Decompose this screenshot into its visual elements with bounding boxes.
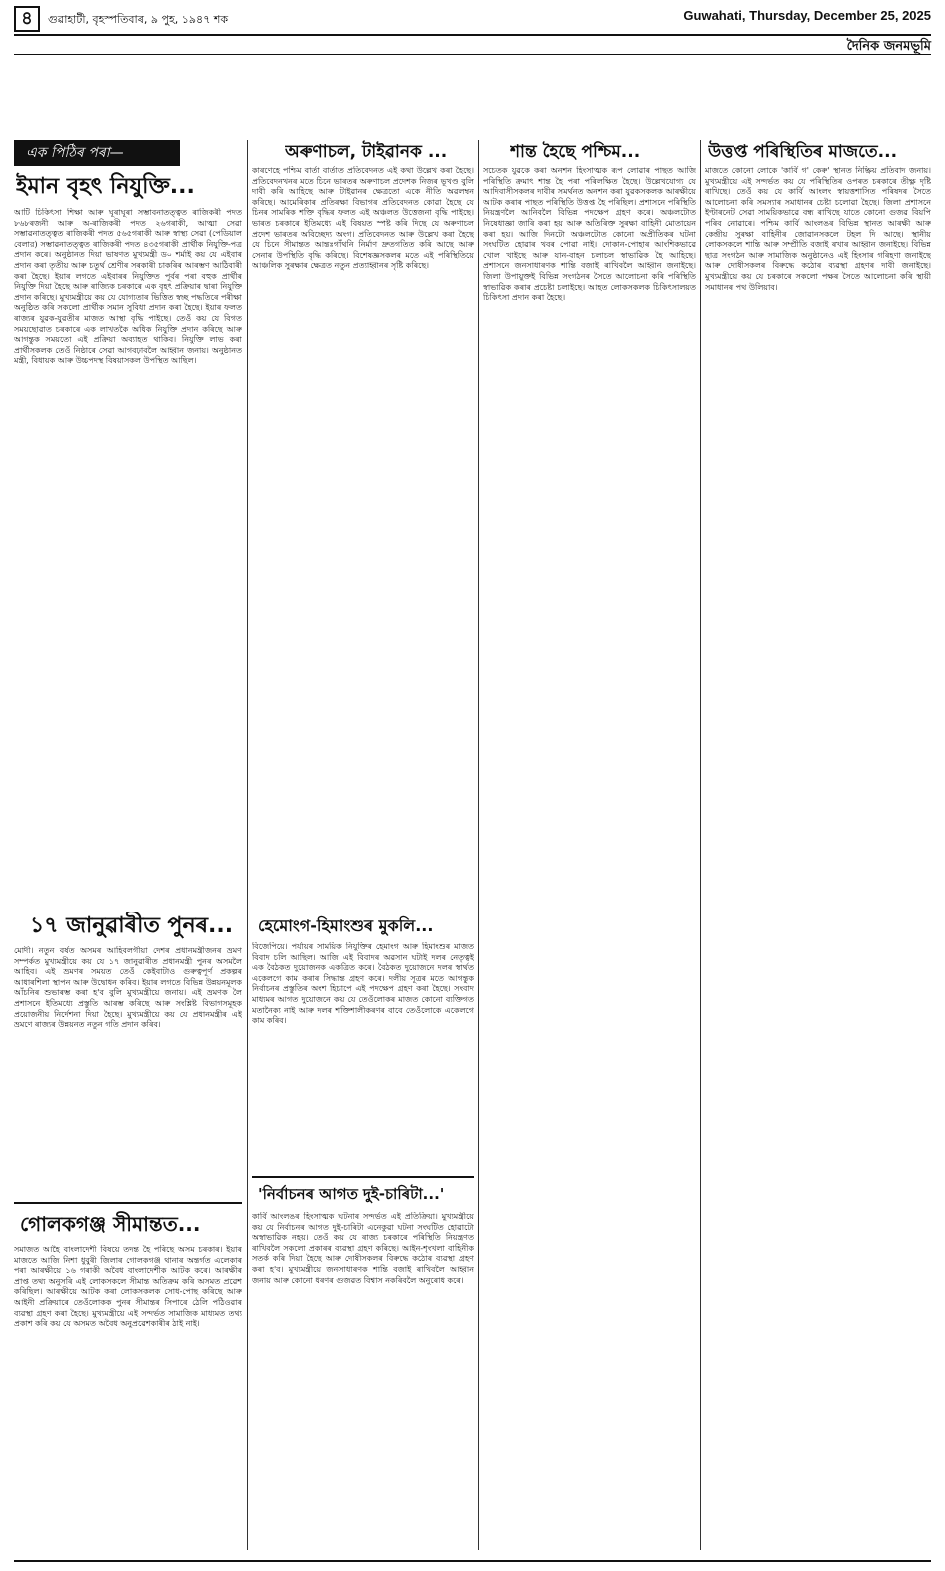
article-election-text: কাৰ্বি আংলঙৰ হিংসাত্মক ঘটনাৰ সন্দৰ্ভত এই প্ৰতিক্ৰিয়া। মুখ্যমন্ত্ৰীয়ে কয় যে নিৰ্বাচনৰ আগত দুই-চাৰিটা এনেকুৱা ঘটনা সংঘটিত হোৱাটো অস্বাভাৱিক নহয়। তেওঁ কয় যে ৰাজ্য চৰকাৰে পৰিস্থিতি নিয়ন্ত্ৰণত ৰাখিবলৈ সকলো প্ৰকাৰৰ ব্যৱস্থা গ্ৰহণ কৰিছে। আইন-শৃংখলা বাহিনীক সতৰ্ক কৰি দিয়া হৈছে আৰু দোষীসকলৰ বিৰুদ্ধে কঠোৰ ব্যৱস্থা গ্ৰহণ কৰা হ'ব। মুখ্যমন্ত্ৰীয়ে জনসাধাৰণক শান্তি বজাই ৰাখিবলৈ আহ্বান জনায় আৰু কোনো ধৰণৰ গুজৱত বিশ্বাস নকৰিবলৈ অনুৰোধ কৰে। [252, 1212, 474, 1285]
headline-january: ১৭ জানুৱাৰীত পুনৰ... [30, 913, 234, 938]
newspaper-name: দৈনিক জনমভূমি [846, 39, 931, 54]
article-golakganj-text: সমাজত আহৈ বাংলাদেশী বিষয়ে তদন্ত হৈ পৰিছে অসম চৰকাৰ। ইয়াৰ মাজতে আজি নিশা ধুবুৰী জিলাৰ গোলকগঞ্জ থানাৰ অন্তৰ্গত এলেকাৰ পৰা আৰক্ষীয়ে ১৬ গৰাকী অবৈধ বাংলাদেশীক আটক কৰে। আৰক্ষীৰ প্ৰাপ্ত তথ্য অনুসৰি এই লোকসকলে সীমান্ত অতিক্ৰম কৰি অসমত প্ৰৱেশ কৰিছিল। আৰক্ষীয়ে আটক কৰা লোকসকলক সোধ-পোছ কৰিছে আৰু আইনী প্ৰক্ৰিয়াৰে তেওঁলোকক পুনৰ সীমান্তৰ সিপাৰে ঠেলি পঠিওৱাৰ ব্যৱস্থা গ্ৰহণ কৰা হৈছে। মুখ্যমন্ত্ৰীয়ে এই সন্দৰ্ভত সামাজিক মাধ্যমত তথ্য প্ৰকাশ কৰি কয় যে অসমত অবৈধ অনুপ্ৰৱেশকাৰীৰ ঠাই নাই। [14, 1245, 242, 1329]
article-tense-body [705, 166, 931, 1550]
article-hemonga-body [252, 942, 474, 1172]
column-divider [700, 140, 701, 1550]
section-banner: এক পিঠিৰ পৰা— [14, 140, 180, 166]
headline-tense: উত্তপ্ত পৰিস্থিতিৰ মাজতে... [708, 142, 898, 162]
article-january-body [14, 946, 242, 1198]
article-arunachal-text: কাৰণেহে পশ্চিম বাৰ্তা বাৰ্তাত প্ৰতিবেদনত এই কথা উল্লেখ কৰা হৈছে। প্ৰতিবেদনখনৰ মতে চিনে ভাৰতৰ অৰুণাচল প্ৰদেশক নিজৰ ভূখণ্ড বুলি দাবী কৰি আহিছে আৰু টাইৱানৰ ক্ষেত্ৰতো একে নীতি অৱলম্বন কৰিছে। আমেৰিকাৰ প্ৰতিৰক্ষা বিভাগৰ প্ৰতিবেদনত কোৱা হৈছে যে চিনৰ সামৰিক শক্তি বৃদ্ধিৰ ফলত এই অঞ্চলত উত্তেজনা বৃদ্ধি পাইছে। ভাৰত চৰকাৰে ইতিমধ্যে এই বিষয়ত স্পষ্ট কৰি দিছে যে অৰুণাচল প্ৰদেশ ভাৰতৰ অবিচ্ছেদ্য অংগ। প্ৰতিবেদনত আৰু উল্লেখ কৰা হৈছে যে চিনে সীমান্তত আন্তঃগাঁথনি নিৰ্মাণ দ্ৰুতগতিত কৰি আছে আৰু সেনাৰ উপস্থিতি বৃদ্ধি কৰিছে। বিশেষজ্ঞসকলৰ মতে এই পৰিস্থিতিয়ে আঞ্চলিক সুৰক্ষাৰ ক্ষেত্ৰত নতুন প্ৰত্যাহ্বানৰ সৃষ্টি কৰিছে। [252, 166, 474, 271]
header-rule [14, 34, 931, 36]
divider [14, 1202, 242, 1204]
column-divider [247, 140, 248, 1550]
headline-hemonga: হেমোংগ-হিমাংশুৰ মুকলি... [258, 916, 434, 935]
column-divider [478, 140, 479, 1550]
article-tense-text: মাজতে কোনো লোকে 'কাৰ্বি গ' কেৰু' স্থানত নিষ্ক্ৰিয় প্ৰতিবাদ জনায়। মুখ্যমন্ত্ৰীয়ে এই সন্দৰ্ভত কয় যে পৰিস্থিতিৰ ওপৰত চৰকাৰে তীক্ষ্ণ দৃষ্টি ৰাখিছে। তেওঁ কয় যে কাৰ্বি আংলং স্বায়ত্তশাসিত পৰিষদৰ সৈতে আলোচনা কৰি সমস্যাৰ সমাধানৰ চেষ্টা চলোৱা হৈছে। জিলা প্ৰশাসনে ইণ্টাৰনেট সেৱা সাময়িকভাৱে বন্ধ ৰাখিছে যাতে কোনো গুজৱ বিয়পি পৰিব নোৱাৰে। পশ্চিম কাৰ্বি আংলঙৰ বিভিন্ন স্থানত আৰক্ষী আৰু কেন্দ্ৰীয় সুৰক্ষা বাহিনীৰ জোৱানসকলে টহল দি আছে। স্থানীয় লোকসকলে শান্তি আৰু সম্প্ৰীতি বজাই ৰখাৰ আহ্বান জনাইছে। বিভিন্ন ছাত্ৰ সংগঠন আৰু সামাজিক অনুষ্ঠানেও এই হিংসাৰ গৰিহণা জনাইছে আৰু দোষীসকলৰ বিৰুদ্ধে কঠোৰ ব্যৱস্থা গ্ৰহণৰ দাবী জনাইছে। মুখ্যমন্ত্ৰীয়ে কয় যে চৰকাৰে সকলো পক্ষৰ সৈতে আলোচনা কৰি স্থায়ী সমাধানৰ পথ উলিয়াব। [705, 166, 931, 292]
article-arunachal-body [252, 166, 474, 904]
article-election-body [252, 1212, 474, 1550]
headline-golakganj: গোলকগঞ্জ সীমান্তত... [20, 1212, 201, 1236]
divider [252, 1176, 474, 1178]
footer-rule [14, 1560, 931, 1562]
page-number: ৪ [14, 6, 40, 32]
article-iman-body [14, 208, 242, 903]
article-golakganj-body [14, 1245, 242, 1550]
headline-arunachal: অৰুণাচল, টাইৱানক ... [285, 142, 448, 162]
header-rule-2 [14, 54, 931, 55]
date-assamese: গুৱাহাটী, বৃহস্পতিবাৰ, ৯ পুহ, ১৯৪৭ শক [48, 13, 229, 26]
article-january-text: মোদী। নতুন বৰ্ষত অসমৰ আহিবলগীয়া দেশৰ প্ৰধানমন্ত্ৰীজনৰ ভ্ৰমণ সম্পৰ্কত মুখ্যমন্ত্ৰীয়ে কয় যে ১৭ জানুৱাৰীত প্ৰধানমন্ত্ৰী পুনৰ অসমলৈ আহিব। এই ভ্ৰমণৰ সময়ত তেওঁ কেইবাটাও গুৰুত্বপূৰ্ণ প্ৰকল্পৰ আধাৰশিলা স্থাপন আৰু উদ্বোধন কৰিব। ইয়াৰ লগতে বিভিন্ন উন্নয়নমূলক আঁচনিৰ শুভাৰম্ভ কৰা হ'ব বুলি মুখ্যমন্ত্ৰীয়ে জনায়। এই ভ্ৰমণক লৈ প্ৰশাসনে ইতিমধ্যে প্ৰস্তুতি আৰম্ভ কৰিছে আৰু সংশ্লিষ্ট বিভাগসমূহক প্ৰয়োজনীয় নিৰ্দেশনা দিয়া হৈছে। মুখ্যমন্ত্ৰীয়ে কয় যে প্ৰধানমন্ত্ৰীৰ এই ভ্ৰমণে ৰাজ্যৰ উন্নয়নত নতুন গতি প্ৰদান কৰিব। [14, 946, 242, 1030]
headline-iman: ইমান বৃহৎ নিযুক্তি... [16, 174, 195, 199]
page-header [14, 6, 931, 32]
date-english: Guwahati, Thursday, December 25, 2025 [683, 8, 931, 23]
headline-election: 'নিৰ্বাচনৰ আগত দুই-চাৰিটা...' [258, 1185, 445, 1203]
article-west-body [483, 166, 696, 1550]
article-iman-text: আটি চিকিৎসা শিক্ষা আৰু ঘূৰাঘূৰা সম্ভাবনাতত্ত্বত ৰাজিকৰী পদত ৮৬৮ৰজনী আৰু অ-ৰাজিকৰী পদত ২৬গৰাকী, আত্মা সেৱা সম্ভাৱনাতত্ত্বত ৰাজিকৰী পদত ৫৬৫গৰাকী আৰু স্বাস্থ্য সেৱা (পেডিয়াল বেলার) সম্ভাৱনাতত্ত্বত ৰাজিকৰী পদত ৪৩৫গৰাকী প্ৰাৰ্থীক নিযুক্তি-পত্ৰ প্ৰদান কৰে। অনুষ্ঠানত দিয়া ভাষণত মুখ্যমন্ত্ৰী ড০ শৰ্মাই কয় যে এইবাৰ প্ৰদান কৰা তৃতীয় আৰু চতুৰ্থ শ্ৰেণীৰ সৰকাৰী চাকৰিৰ আৰম্ভণ আঠিবাৰী কৰা হৈছে। ইয়াৰ লগতে এইবাৰৰ নিযুক্তিত পূৰ্বৰ পৰা বহুক প্ৰাৰ্থীৰ নিযুক্তি দিয়া হৈছে আৰু ৰাজ্যিক চৰকাৰে এক বৃহৎ প্ৰক্ৰিয়াৰ দ্বাৰা নিযুক্তি প্ৰদান কৰিছে। মুখ্যমন্ত্ৰীয়ে কয় যে যোগ্যতাৰ ভিত্তিত স্বচ্ছ পদ্ধতিৰে পৰীক্ষা অনুষ্ঠিত কৰি সকলো প্ৰাৰ্থীক সমান সুবিধা প্ৰদান কৰা হৈছে। ইয়াৰ ফলত ৰাজ্যৰ যুৱক-যুৱতীৰ মাজত আস্থা বৃদ্ধি পাইছে। তেওঁ কয় যে বিগত সময়ছোৱাত চৰকাৰে এক লাখতকৈ অধিক নিযুক্তি প্ৰদান কৰিছে আৰু আগন্তুক সময়তো এই প্ৰক্ৰিয়া অব্যাহত থাকিব। নিযুক্তি লাভ কৰা প্ৰাৰ্থীসকলক তেওঁ নিষ্ঠাৰে সেৱা আগবঢ়াবলৈ আহ্বান জনায়। অনুষ্ঠানত মন্ত্ৰী, বিধায়ক আৰু উচ্চপদস্থ বিষয়াসকল উপস্থিত আছিল। [14, 208, 242, 366]
headline-west: শান্ত হৈছে পশ্চিম... [510, 142, 641, 162]
article-hemonga-text: বিজেপিয়ে। পৰ্যায়ৰ সাময়িক নিযুক্তিৰ হেমাংগ আৰু হিমাংশুৰ মাজত বিবাদ চলি আছিল। আজি এই বিবাদৰ অৱসান ঘটাই দলৰ নেতৃত্বই এক বৈঠকত দুয়োজনক একত্ৰিত কৰে। বৈঠকত দুয়োজনে দলৰ স্বাৰ্থত একেলগে কাম কৰাৰ সিদ্ধান্ত গ্ৰহণ কৰে। দলীয় সূত্ৰৰ মতে আগন্তুক নিৰ্বাচনৰ প্ৰস্তুতিৰ অংশ হিচাপে এই পদক্ষেপ গ্ৰহণ কৰা হৈছে। সংবাদ মাধ্যমৰ আগত দুয়োজনে কয় যে তেওঁলোকৰ মাজত কোনো ব্যক্তিগত মতানৈক্য নাই আৰু দলৰ শক্তিশালীকৰণৰ বাবে তেওঁলোকে একেলগে কাম কৰিব। [252, 942, 474, 1026]
article-west-text: সচেতক যুৱকে কৰা অনশন হিংসাত্মক ৰূপ লোৱাৰ পাছত আজি পৰিস্থিতি ক্ৰমাৎ শান্ত হৈ পৰা পৰিলক্ষিত হৈছে। উল্লেখযোগ্য যে আদিবাসীসকলৰ দাবীৰ সমৰ্থনত অনশন কৰা যুৱকসকলক আৰক্ষীয়ে আটক কৰাৰ পাছত পৰিস্থিতি উত্তপ্ত হৈ পৰিছিল। প্ৰশাসনে পৰিস্থিতি নিয়ন্ত্ৰণলৈ আনিবলৈ বিভিন্ন পদক্ষেপ গ্ৰহণ কৰে। অঞ্চলটোত নিষেধাজ্ঞা জাৰি কৰা হয় আৰু অতিৰিক্ত সুৰক্ষা বাহিনী মোতায়েন কৰা হয়। আজি দিনটো অঞ্চলটোত কোনো অপ্ৰীতিকৰ ঘটনা সংঘটিত হোৱাৰ খবৰ পোৱা নাই। দোকান-পোহাৰ আংশিকভাৱে খোল খাইছে আৰু যান-বাহন চলাচল স্বাভাৱিক হৈ আহিছে। প্ৰশাসনে জনসাধাৰণক শান্তি বজাই ৰাখিবলৈ আহ্বান জনাইছে। জিলা উপায়ুক্তই বিভিন্ন সংগঠনৰ সৈতে আলোচনা কৰি পৰিস্থিতি স্বাভাৱিক কৰাৰ প্ৰচেষ্টা চলাইছে। আহত লোকসকলক চিকিৎসালয়ত চিকিৎসা প্ৰদান কৰা হৈছে। [483, 166, 696, 303]
